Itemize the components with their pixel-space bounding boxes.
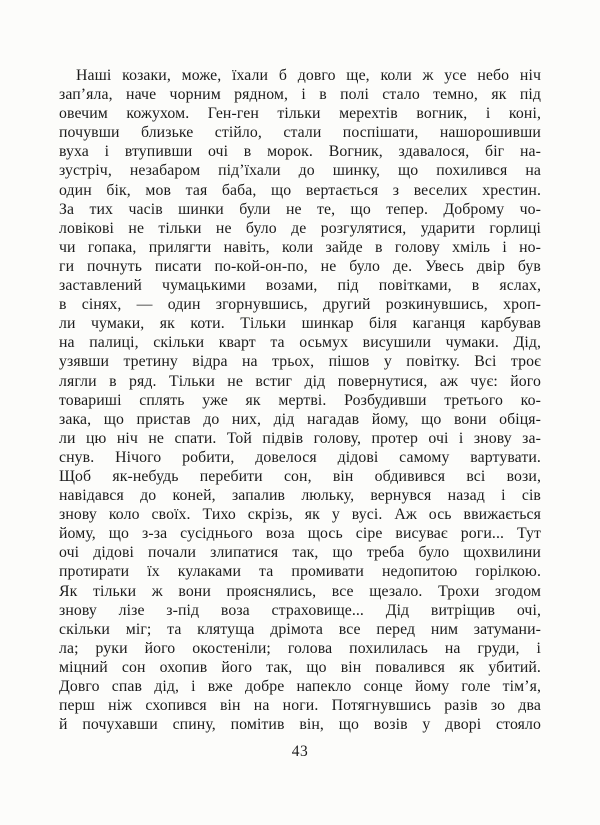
text-line: зака, що пристав до них, дід нагадав йому, що вони обіця-: [59, 410, 541, 428]
text-line: вуха і втупивши очі в морок. Вогник, здавалося, біг на-: [59, 143, 541, 161]
text-line: узявши третину відра на трьох, пішов у повітку. Всі троє: [59, 353, 541, 371]
text-line: навідався до коней, запалив люльку, вернувся назад і сів: [59, 487, 541, 505]
text-line: лягли в ряд. Тільки не встиг дід повернутися, аж чує: його: [59, 372, 541, 390]
text-line: ла; руки його окостеніли; голова похилилась на груди, і: [59, 639, 541, 657]
page-text: [59, 66, 541, 734]
text-line: очі дідові почали злипатися так, що треба було щохвилини: [59, 544, 541, 562]
text-line: зап’яла, наче чорним рядном, і в полі стало темно, як під: [59, 86, 541, 104]
text-line: один бік, мов тая баба, що вертається з веселих хрестин.: [59, 181, 541, 199]
text-line: Довго спав дід, і вже добре напекло сонце йому голе тім’я,: [59, 678, 541, 695]
text-line: йому, що з-за сусіднього воза щось сіре висуває роги... Тут: [59, 525, 541, 543]
text-line: снув. Нічого робити, довелося дідові самому вартувати.: [59, 448, 541, 466]
text-line: Наші козаки, може, їхали б довго ще, коли ж усе небо ніч: [76, 67, 541, 84]
text-line: почувши близьке стійло, стали поспішати, нашорошивши: [59, 124, 541, 142]
text-line: За тих часів шинки були не те, що тепер. Доброму чо-: [59, 200, 541, 218]
text-line: Щоб як-небудь перебити сон, він обдивився всі вози,: [59, 467, 541, 485]
text-line: протирати їх кулаками та промивати недопитою горілкою.: [59, 563, 541, 581]
text-line: товариші сплять уже як мертві. Розбудивши третього ко-: [59, 391, 541, 409]
text-line: на палиці, скільки кварт та осьмух висушили чумаки. Дід,: [59, 334, 541, 352]
text-line: скільки міг; та клятуща дрімота все перед ним затумани-: [59, 620, 541, 638]
text-line: зустріч, незабаром під’їхали до шинку, що похилився на: [59, 162, 541, 180]
text-line: й почухавши спину, помітив він, що возів у дворі стояло: [59, 716, 541, 734]
text-line: ги почнуть писати по-кой-он-по, не було де. Увесь двір був: [59, 257, 541, 275]
page-number: 43: [291, 743, 309, 760]
text-line: знову коло своїх. Тихо скрізь, як у вусі. Аж ось ввижається: [59, 506, 541, 524]
text-line: ловікові не тільки не було де розгулятися, ударити горлиці: [59, 219, 541, 237]
text-line: перш ніж схопився він на ноги. Потягнувшись разів зо два: [59, 697, 541, 715]
text-line: чи гопака, прилягти навіть, коли зайде в голову хміль і но-: [59, 238, 541, 256]
text-line: овечим кожухом. Ген-ген тільки мерехтів вогник, і коні,: [59, 105, 541, 123]
text-line: міцний сон охопив його так, що він повалився як убитий.: [59, 658, 541, 676]
text-line: ли чумаки, як коти. Тільки шинкар біля каганця карбував: [59, 315, 541, 333]
text-line: заставлений чумацькими возами, під повітками, в яслах,: [59, 277, 541, 295]
text-line: Як тільки ж вони прояснялись, все щезало. Трохи згодом: [59, 582, 541, 600]
text-line: ли цю ніч не спати. Той підвів голову, протер очі і знову за-: [59, 429, 541, 447]
text-line: знову лізе з-під воза страховище... Дід витріщив очі,: [59, 601, 541, 619]
text-line: в сінях, — один згорнувшись, другий розкинувшись, хроп-: [59, 296, 541, 314]
